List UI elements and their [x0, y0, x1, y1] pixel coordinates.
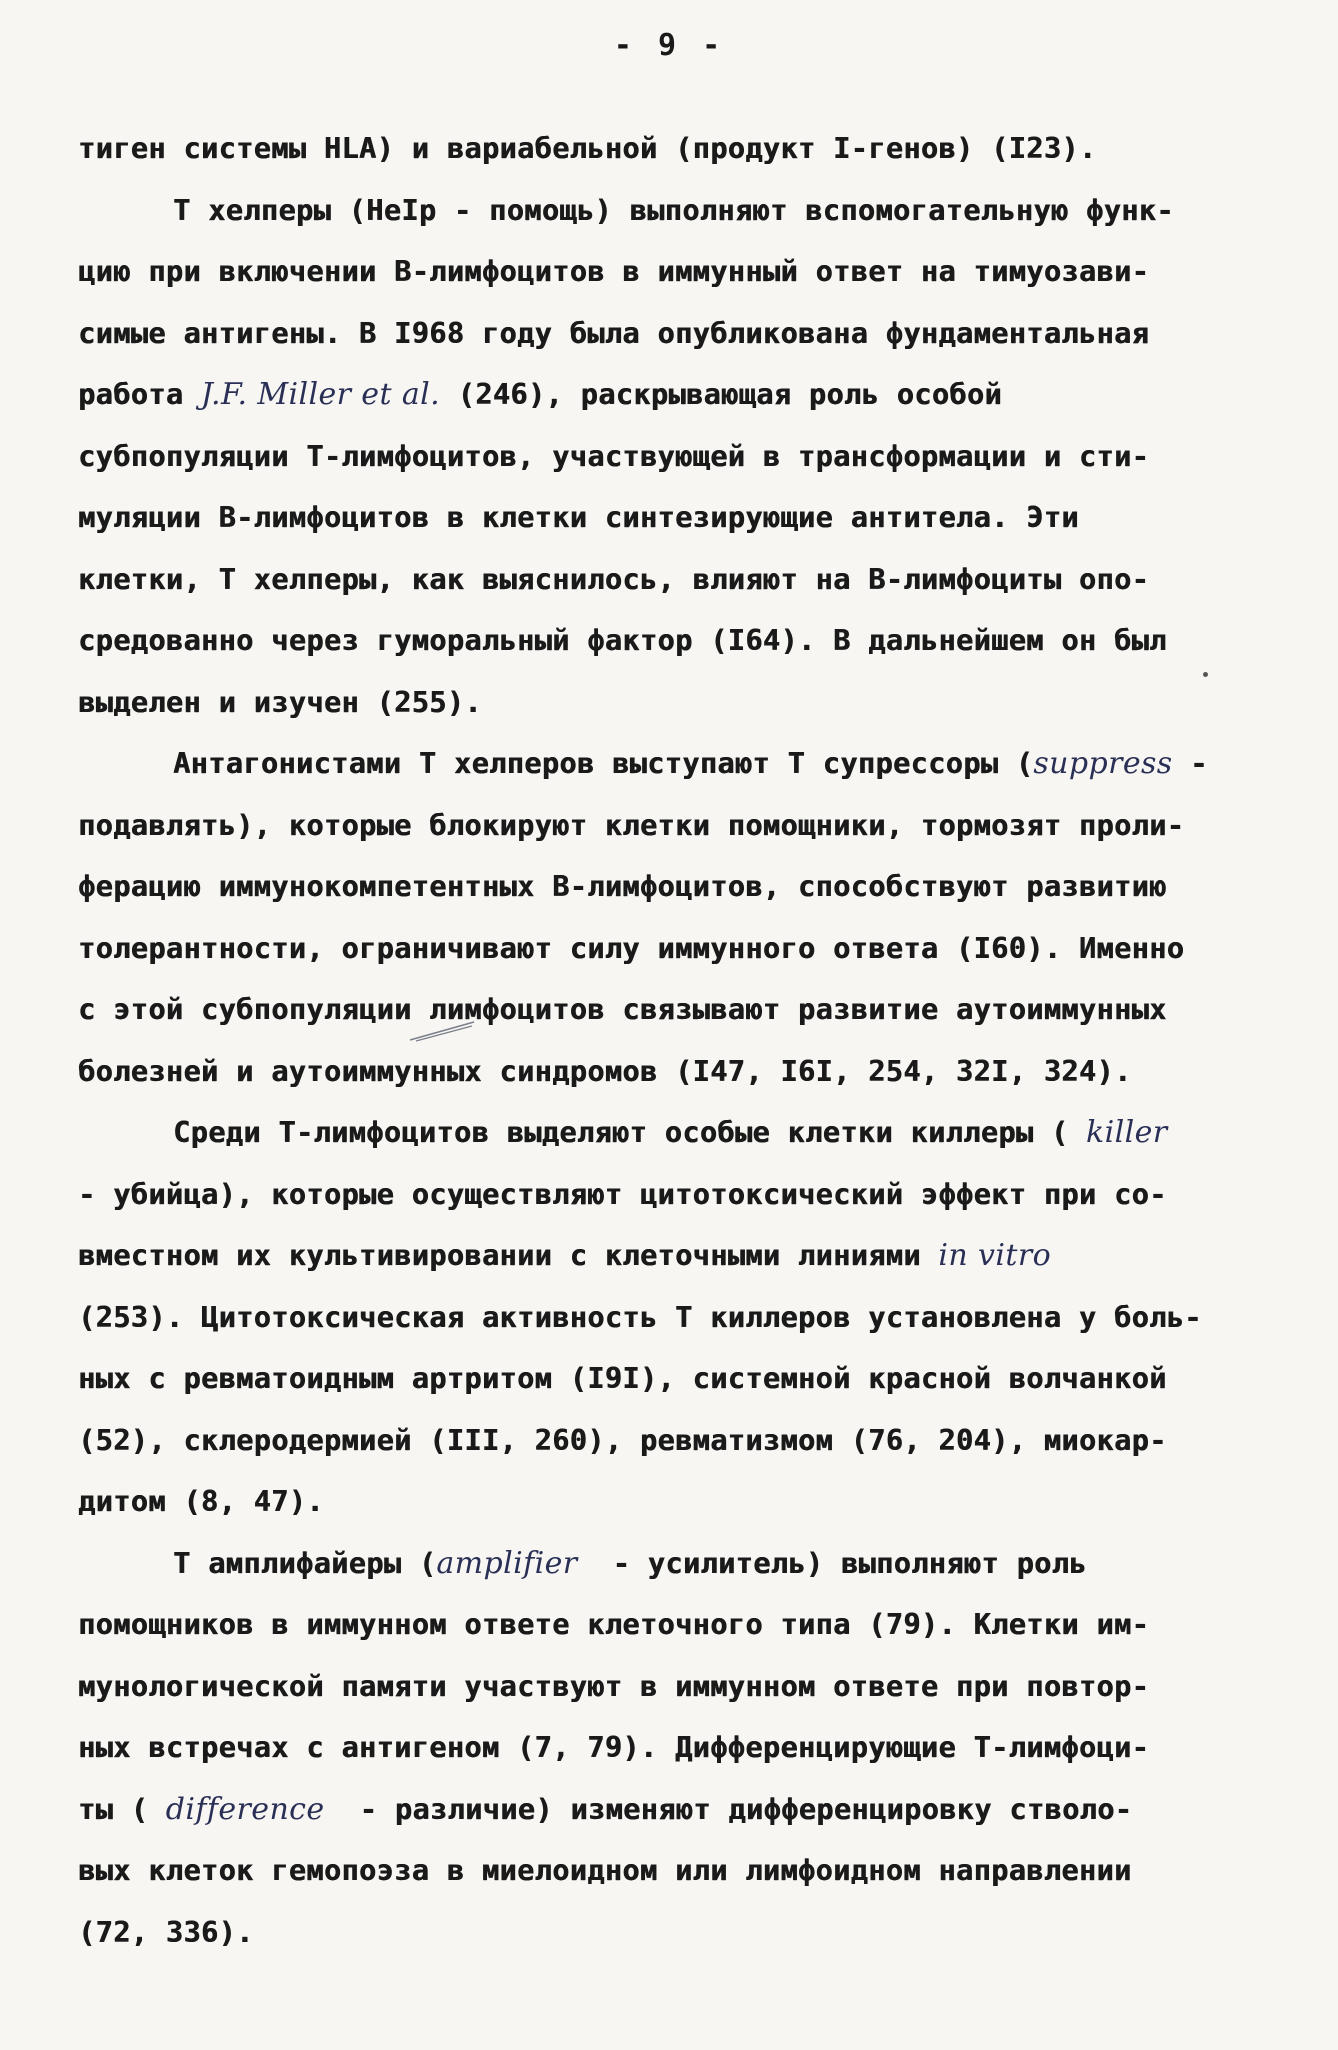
typed-text: клетки, Т хелперы, как выяснилось, влияют на В-лимфоциты опо- [78, 562, 1150, 596]
typed-text: субпопуляции Т-лимфоцитов, участвующей в трансформации и сти- [78, 439, 1150, 473]
typed-text: - усилитель) выполняют роль [577, 1546, 1087, 1580]
typed-text: (253). Цитотоксическая активность Т киллеров установлена у боль- [78, 1300, 1202, 1334]
typed-text: средованно через гуморальный фактор (I64). В дальнейшем он был [78, 624, 1167, 657]
handwritten-insert: killer [1086, 1115, 1168, 1150]
handwritten-insert: suppress [1033, 746, 1173, 781]
text-line [78, 1533, 1258, 1595]
text-line [78, 364, 1258, 426]
typed-text: болезней и аутоиммунных синдромов (I47, I6I, 254, 32I, 324). [78, 1054, 1132, 1088]
text-line [78, 1225, 1258, 1287]
text-line [78, 1471, 1258, 1533]
typed-text: мунологической памяти участвуют в иммунном ответе при повтор- [78, 1669, 1150, 1703]
text-line [78, 672, 1258, 734]
typed-text: с этой субпопуляции лимфоцитов связывают развитие аутоиммунных [78, 993, 1167, 1026]
typed-text: дитом (8, 47). [78, 1485, 324, 1518]
text-line [78, 610, 1258, 672]
typed-text: (246), раскрывающая роль особой [440, 378, 1002, 411]
pen-stroke-mark [408, 1018, 476, 1042]
typed-text: Т амплифайеры ( [173, 1546, 437, 1580]
typed-text: работа [78, 378, 201, 411]
typed-text: симые антигены. В I968 году была опубликована фундаментальная [78, 316, 1150, 350]
text-line [78, 1164, 1258, 1226]
typed-text: - убийца), которые осуществляют цитотоксический эффект при со- [78, 1177, 1167, 1211]
text-line [78, 1717, 1258, 1779]
text-line [78, 180, 1258, 242]
paragraph [78, 733, 1258, 1102]
typed-text: толерантности, ограничивают силу иммунного ответа (I60). Именно [78, 931, 1185, 965]
text-line [78, 1348, 1258, 1410]
handwritten-insert: difference [165, 1791, 325, 1827]
handwritten-insert: J.F. Miller et al. [200, 377, 441, 412]
typed-text: - [1172, 747, 1208, 780]
typed-text: Т хелперы (HeIp - помощь) выполняют вспомогательную функ- [173, 193, 1174, 227]
text-line [78, 733, 1258, 795]
text-line [78, 1410, 1258, 1472]
page-number: - 9 - [613, 28, 725, 63]
text-line [78, 1594, 1258, 1656]
typed-text: ных встречах с антигеном (7, 79). Дифференцирующие Т-лимфоци- [78, 1731, 1150, 1764]
text-line [78, 303, 1258, 365]
text-line [78, 918, 1258, 980]
paragraph [78, 180, 1258, 734]
typed-text: тиген системы HLA) и вариабельной (продукт I-генов) (I23). [78, 132, 1097, 165]
handwritten-insert: amplifier [436, 1545, 578, 1581]
text-line [78, 549, 1258, 611]
handwritten-insert: in vitro [938, 1238, 1052, 1273]
typed-text: помощников в иммунном ответе клеточного типа (79). Клетки им- [78, 1608, 1150, 1641]
text-line [78, 426, 1258, 488]
typed-text: (52), склеродермией (III, 260), ревматизмом (76, 204), миокар- [78, 1423, 1167, 1457]
typed-text: - различие) изменяют дифференцировку стволо- [324, 1792, 1133, 1826]
typed-text: ных с ревматоидным артритом (I9I), системной красной волчанкой [78, 1362, 1167, 1395]
text-line [78, 1840, 1258, 1902]
text-line [78, 1779, 1258, 1841]
typed-text: цию при включении В-лимфоцитов в иммунный ответ на тимуозави- [78, 255, 1150, 288]
text-line [78, 795, 1258, 857]
paragraph [78, 118, 1258, 180]
body-text [78, 118, 1258, 1963]
text-line [78, 1902, 1258, 1964]
typed-text: (72, 336). [78, 1915, 254, 1949]
text-line [78, 1287, 1258, 1349]
text-line [78, 979, 1258, 1041]
typed-text: муляции В-лимфоцитов в клетки синтезирующие антитела. Эти [78, 501, 1079, 534]
paragraph [78, 1533, 1258, 1964]
typed-text: подавлять), которые блокируют клетки помощники, тормозят проли- [78, 808, 1185, 842]
typed-text: ты ( [78, 1792, 166, 1826]
paragraph [78, 1102, 1258, 1533]
text-line [78, 1041, 1258, 1103]
text-line [78, 1102, 1258, 1164]
typed-text: Среди Т-лимфоцитов выделяют особые клетки киллеры ( [173, 1116, 1087, 1149]
text-line [78, 118, 1258, 180]
typed-text: вых клеток гемопоэза в миелоидном или лимфоидном направлении [78, 1854, 1132, 1887]
ink-dot [1203, 672, 1208, 677]
text-line [78, 1656, 1258, 1718]
text-line [78, 241, 1258, 303]
typed-text: вместном их культивировании с клеточными линиями [78, 1239, 939, 1272]
typed-text: Антагонистами Т хелперов выступают Т супрессоры ( [173, 747, 1034, 780]
text-line [78, 856, 1258, 918]
typed-text: выделен и изучен (255). [78, 685, 482, 719]
typed-text: ферацию иммунокомпетентных В-лимфоцитов, способствуют развитию [78, 870, 1167, 903]
text-line [78, 487, 1258, 549]
